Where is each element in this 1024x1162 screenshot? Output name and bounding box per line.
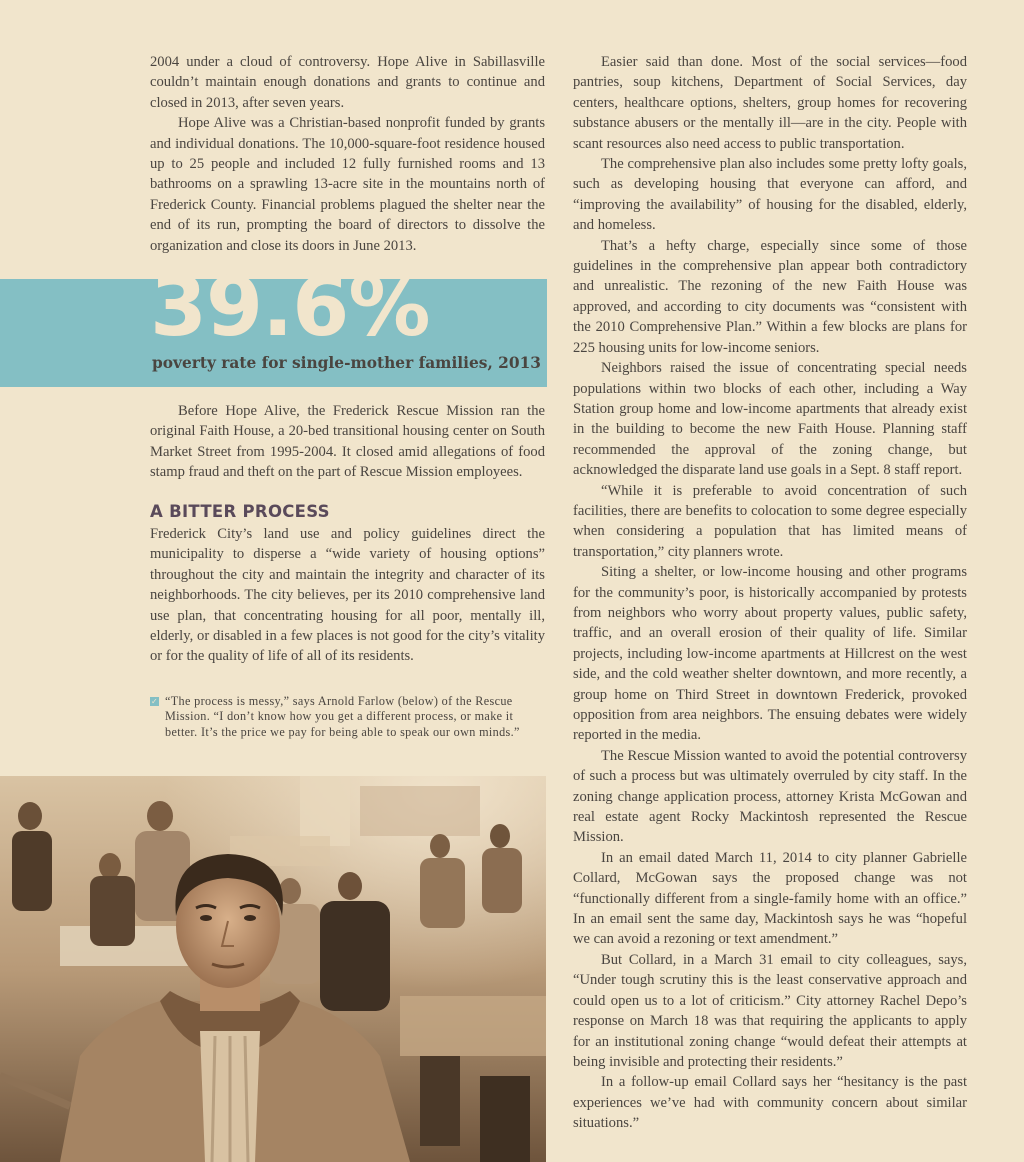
paragraph: But Collard, in a March 31 email to city colleagues, says, “Under tough scrutiny this is the least conservative approach and could open us to a lot of criticism.” City attorney Rachel Depo’s response on March 18 was that requiring the applicants to apply for an institutional zoning change “would defeat their attempts at being invisible and protecting their residents.” (573, 951, 967, 1070)
photo-illustration (0, 776, 546, 1162)
paragraph: That’s a hefty charge, especially since some of those guidelines in the comprehensive plan appear both contradictory and unrealistic. The rezoning of the new Faith House was approved, and according to city documents was “consistent with the 2010 Comprehensive Plan.” Within a few blocks are plans for 225 housing units for low-income seniors. (573, 237, 967, 356)
paragraph: Siting a shelter, or low-income housing and other programs for the community’s poor, is historically accompanied by protests from neighbors who worry about property values, public safety, traffic, and an overall erosion of their quality of life. Similar projects, including low-income apartments at Hillcrest on the west side, and the cold weather shelter downtown, and more recently, a group home on Third Street in downtown Frederick, provoked opposition from area neighbors. The ensuing debates were widely reported in the media. (573, 564, 967, 744)
left-column-middle (150, 401, 545, 483)
right-column (573, 52, 967, 1134)
paragraph: The comprehensive plan also includes some pretty lofty goals, such as developing housing that everyone can afford, and “improving the availability” of housing for the disabled, elderly, and homeless. (573, 156, 967, 234)
caption-marker-icon: ✓ (150, 697, 159, 706)
stat-label: poverty rate for single-mother families, 2013 (152, 354, 541, 372)
section-body (150, 524, 545, 667)
paragraph: In an email dated March 11, 2014 to city planner Gabrielle Collard, McGowan says the proposed change was not “functionally different from a single-family home with an office.” In an email sent the same day, Mackintosh says he was “hopeful we can avoid a rezoning or text amendment.” (573, 849, 967, 948)
paragraph: In a follow-up email Collard says her “hesitancy is the past experiences we’ve had with community concern about similar situations.” (573, 1074, 967, 1132)
paragraph: Before Hope Alive, the Frederick Rescue Mission ran the original Faith House, a 20-bed transitional housing center on South Market Street from 1995-2004. It closed amid allegations of food stamp fraud and theft on the part of Rescue Mission employees. (150, 403, 545, 481)
paragraph: The Rescue Mission wanted to avoid the potential controversy of such a process but was ultimately overruled by city staff. In the zoning change application process, attorney Krista McGowan and real estate agent Rocky Mackintosh represented the Rescue Mission. (573, 747, 967, 846)
paragraph: Easier said than done. Most of the social services—food pantries, soup kitchens, Department of Social Services, day centers, healthcare options, shelters, group homes for recovering substance abusers or the mentally ill—are in the city. People with scant resources also need access to public transportation. (573, 54, 967, 152)
left-column-top (150, 52, 545, 256)
paragraph: 2004 under a cloud of controversy. Hope Alive in Sabillasville couldn’t maintain enough donations and grants to continue and closed in 2013, after seven years. (150, 54, 545, 111)
paragraph: Neighbors raised the issue of concentrating special needs populations within two blocks of each other, including a Way Station group home and low-income apartments that already exist in the building to become the new Faith House. Planning staff recommended the approval of the zoning change, but acknowledged the disparate land use goals in a Sept. 8 staff report. (573, 360, 967, 479)
stat-number: 39.6% (150, 260, 430, 355)
photo-arnold-farlow (0, 776, 546, 1162)
paragraph: Frederick City’s land use and policy guidelines direct the municipality to disperse a “wide variety of housing options” throughout the city and maintain the integrity and character of its neighborhoods. The city believes, per its 2010 comprehensive land use plan, that concentrating housing for all poor, mentally ill, elderly, or disabled in a few places is not good for the city’s vitality or for the quality of life of all of its residents. (150, 526, 545, 665)
caption-text: “The process is messy,” says Arnold Farlow (below) of the Rescue Mission. “I don’t know how you get a different process, or make it better. It’s the price we pay for being able to speak our own minds.” (165, 694, 520, 739)
section-heading: A BITTER PROCESS (150, 502, 330, 521)
paragraph: Hope Alive was a Christian-based nonprofit funded by grants and individual donations. The 10,000-square-foot residence housed up to 25 people and included 12 fully furnished rooms and 13 bathrooms on a sprawling 13-acre site in the mountains north of Frederick County. Financial problems plagued the shelter near the end of its run, prompting the board of directors to dissolve the organization and close its doors in June 2013. (150, 115, 545, 254)
paragraph: “While it is preferable to avoid concentration of such facilities, there are benefits to colocation to some degree especially when considering a population that has limited means of transportation,” city planners wrote. (573, 482, 967, 560)
